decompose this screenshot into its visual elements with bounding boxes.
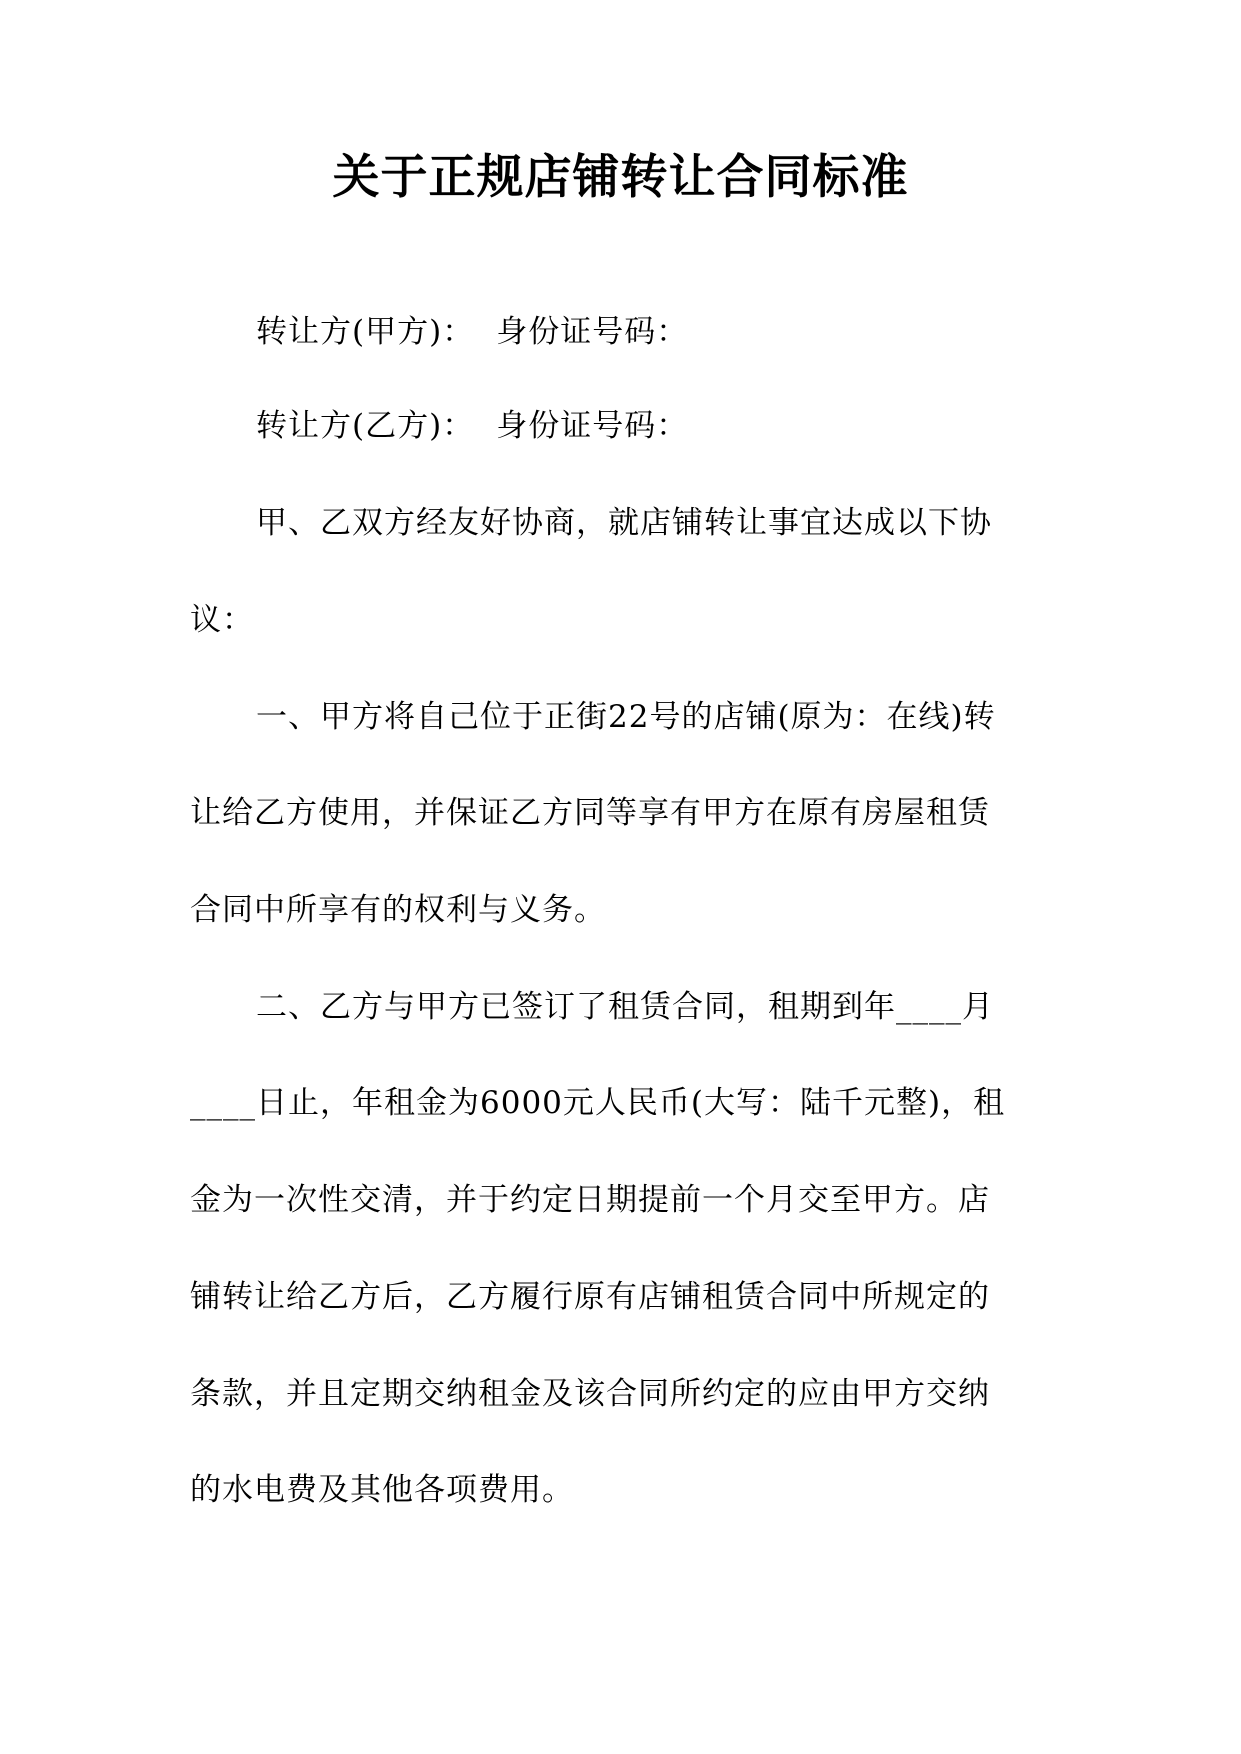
body-line: 合同中所享有的权利与义务。: [190, 892, 606, 928]
body-line: 铺转让给乙方后，乙方履行原有店铺租赁合同中所规定的: [190, 1279, 990, 1315]
body-line: 的水电费及其他各项费用。: [190, 1472, 574, 1508]
body-line: 让给乙方使用，并保证乙方同等享有甲方在原有房屋租赁: [190, 795, 990, 831]
body-line: 议：: [190, 602, 254, 638]
body-line: 二、乙方与甲方已签订了租赁合同，租期到年____月: [256, 989, 994, 1025]
body-line: 甲、乙双方经友好协商，就店铺转让事宜达成以下协: [256, 505, 992, 541]
body-line: 一、甲方将自己位于正街22号的店铺(原为：在线)转: [256, 699, 996, 735]
party-b-id-label: 身份证号码：: [496, 408, 689, 444]
party-a-line: [256, 312, 688, 352]
body-line: 条款，并且定期交纳租金及该合同所约定的应由甲方交纳: [190, 1376, 990, 1412]
party-a-id-label: 身份证号码：: [496, 314, 689, 350]
body-line: 金为一次性交清，并于约定日期提前一个月交至甲方。店: [190, 1182, 990, 1218]
party-b-line: [256, 406, 688, 446]
document-title: 关于正规店铺转让合同标准: [332, 150, 909, 205]
party-b-label: 转让方(乙方)：: [256, 408, 475, 444]
body-line: ____日止，年租金为6000元人民币(大写：陆千元整)，租: [190, 1085, 1006, 1121]
party-a-label: 转让方(甲方)：: [256, 314, 475, 350]
